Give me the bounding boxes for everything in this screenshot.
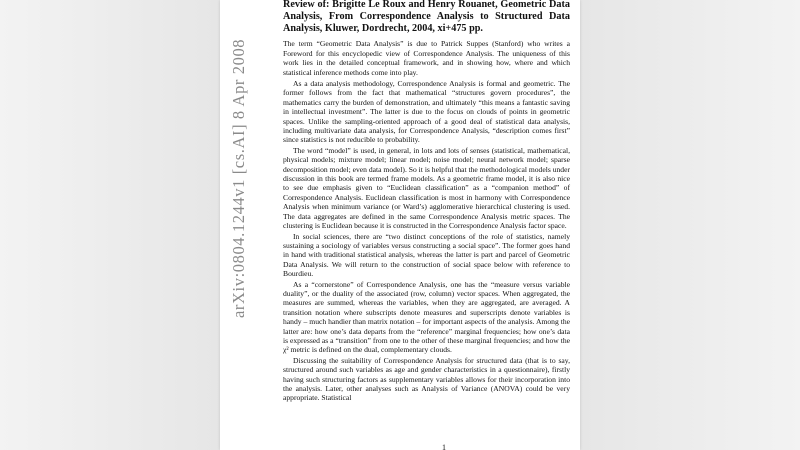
paragraph: In social sciences, there are “two distinct conceptions of the role of statistics, namely sustaining a sociology of variables versus constructing a social space”. The former goes hand in hand with traditional statistical analysis, whereas the latter is part and parcel of Geometric Data Analysis. We will return to the construction of social space below with reference to Bourdieu. [283, 231, 570, 279]
page-number: 1 [442, 443, 446, 450]
paragraph: The term “Geometric Data Analysis” is due to Patrick Suppes (Stanford) who writes a Foreword for this encyclopedic view of Correspondence Analysis. The uniqueness of this work lies in the detailed conceptual framework, and in showing how, where and which statistical inference methods come into play. [283, 39, 570, 77]
page-content [283, 0, 570, 404]
arxiv-identifier-stamp: arXiv:0804.1244v1 [cs.AI] 8 Apr 2008 [229, 38, 248, 318]
paragraph: Discussing the suitability of Correspondence Analysis for structured data (that is to say, structured around such variables as age and gender characteristics in a questionnaire), firstly having such structuring factors as supplementary variables allows for their incorporation into the analysis. Later, other analyses such as Analysis of Variance (ANOVA) could be very appropriate. Statistical [283, 355, 570, 403]
review-title: Review of: Brigitte Le Roux and Henry Rouanet, Geometric Data Analysis, From Correspondence Analysis to Structured Data Analysis, Kluwer, Dordrecht, 2004, xi+475 pp. [283, 0, 570, 34]
paragraph: As a data analysis methodology, Correspondence Analysis is formal and geometric. The former follows from the fact that mathematical “structures govern procedures”, the mathematics carry the burden of demonstration, and ultimately “this means a fantastic saving in intellectual investment”. The latter is due to the focus on clouds of points in geometric spaces. Unlike the sampling-oriented approach of a good deal of statistical data analysis, including multivariate data analysis, for Correspondence Analysis, “description comes first” since statistics is not reducible to probability. [283, 79, 570, 145]
document-page [220, 0, 580, 450]
paragraph: As a “cornerstone” of Correspondence Analysis, one has the “measure versus variable duality”, or the duality of the associated (row, column) vector spaces. When aggregated, the measures are summed, whereas the variables, when they are aggregated, are averaged. A transition notation where subscripts denote measures and superscripts denote variables is handy – much handier than matrix notation – for important aspects of the analysis. Among the latter are: how one’s data departs from the “reference” marginal frequencies; how one’s data is expressed as a “transition” from one to the other of these marginal frequencies; and how the χ² metric is defined on the dual, complementary clouds. [283, 279, 570, 355]
paragraph: The word “model” is used, in general, in lots and lots of senses (statistical, mathematical, physical models; mixture model; linear model; noise model; neural network model; sparse decomposition model; even data model). So it is helpful that the methodological models under discussion in this book are termed frame models. As a geometric frame model, it is also nice to see due emphasis given to “Euclidean classification” as a “companion method” of Correspondence Analysis. Euclidean classification is most in harmony with Correspondence Analysis when minimum variance (or Ward’s) agglomerative hierarchical clustering is used. The data aggregates are defined in the same Correspondence Analysis metric spaces. The clustering is Euclidean because it is constructed in the Correspondence Analysis factor space. [283, 145, 570, 231]
